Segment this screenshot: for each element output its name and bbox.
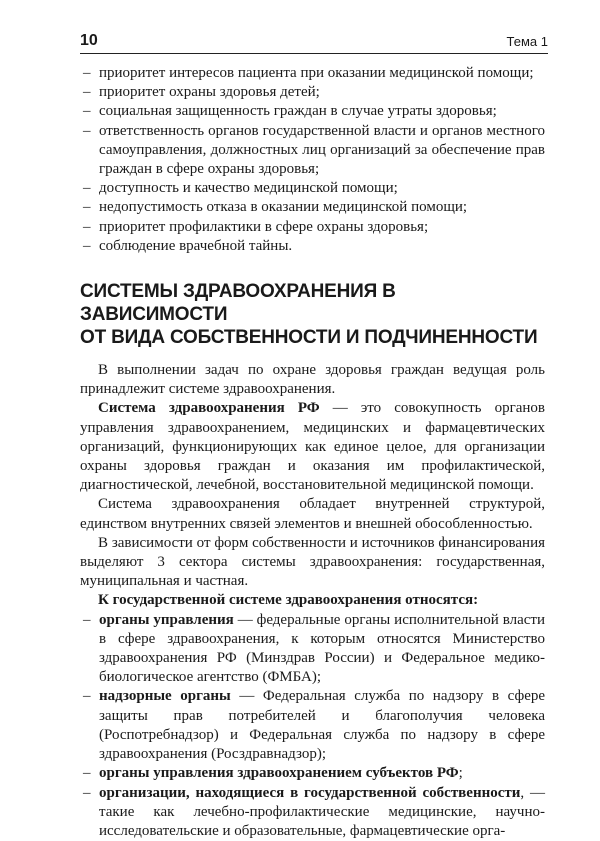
state-system-lead-text: К государственной системе здравоохранения относятся — [98, 592, 473, 608]
list-item-term: организации, находящиеся в государственной собственности — [99, 785, 520, 801]
header-rule — [80, 53, 548, 54]
list-item: – ответственность органов государственной власти и органов местного самоуправления, должностных лиц организаций за обеспечение прав граждан в сфере охраны здоровья; — [80, 122, 545, 180]
list-item: – доступность и качество медицинской помощи; — [80, 179, 545, 198]
list-item: – приоритет интересов пациента при оказании медицинской помощи; — [80, 64, 545, 83]
principles-list — [80, 64, 545, 256]
list-item-text: ; — [459, 765, 463, 781]
definition-text: — это совокупность органов управления здравоохранением, медицинских и фармацевтических организаций, функционирующих как единое целое, для организации охраны здоровья граждан и оказания им профилактической, диагностической, лечебной, восстановительной медицинской помощи. — [80, 400, 545, 493]
list-item-term: надзорные органы — [99, 688, 231, 704]
page-content — [80, 64, 545, 841]
list-item: – приоритет профилактики в сфере охраны здоровья; — [80, 218, 545, 237]
list-item: – соблюдение врачебной тайны. — [80, 237, 545, 256]
state-system-lead: К государственной системе здравоохранения относятся: — [80, 591, 545, 610]
paragraph-definition — [80, 399, 545, 495]
page-number: 10 — [80, 32, 98, 50]
paragraph: В выполнении задач по охране здоровья граждан ведущая роль принадлежит системе здравоохранения. — [80, 361, 545, 399]
paragraph: Система здравоохранения обладает внутренней структурой, единством внутренних связей элементов и внешней обособленностью. — [80, 495, 545, 533]
list-item-text: — федеральные органы исполнительной власти в сфере здравоохранения, к которым относятся Министерство здравоохранения РФ (Минздрав России) и Федеральное медико-биологическое агентство (ФМБА); — [99, 612, 545, 686]
list-item-text: , — такие как лечебно-профилактические медицинские, научно-исследовательские и образовательные, фармацевтические орга- — [99, 785, 545, 839]
topic-label: Тема 1 — [507, 34, 548, 49]
list-item — [80, 611, 545, 688]
list-item-text: — Федеральная служба по надзору в сфере защиты прав потребителей и благополучия человека (Роспотребнадзор) и Федеральная служба по надзору в сфере здравоохранения (Росздравнадзор); — [99, 688, 545, 762]
list-item: – социальная защищенность граждан в случае утраты здоровья; — [80, 102, 545, 121]
section-heading-line: ОТ ВИДА СОБСТВЕННОСТИ И ПОДЧИНЕННОСТИ — [80, 326, 545, 349]
state-system-list — [80, 611, 545, 841]
list-item: – приоритет охраны здоровья детей; — [80, 83, 545, 102]
defined-term: Система здравоохранения РФ — [98, 400, 320, 416]
paragraph: В зависимости от форм собственности и источников финансирования выделяют 3 сектора системы здравоохранения: государственная, муниципальная и частная. — [80, 534, 545, 592]
list-item-term: органы управления — [99, 612, 234, 628]
list-item — [80, 764, 545, 783]
list-item — [80, 687, 545, 764]
list-item — [80, 784, 545, 841]
list-item-term: органы управления здравоохранением субъектов РФ — [99, 765, 459, 781]
section-heading-line: СИСТЕМЫ ЗДРАВООХРАНЕНИЯ В ЗАВИСИМОСТИ — [80, 280, 545, 326]
section-heading — [80, 280, 545, 349]
list-item: – недопустимость отказа в оказании медицинской помощи; — [80, 198, 545, 217]
page-header — [80, 28, 548, 50]
